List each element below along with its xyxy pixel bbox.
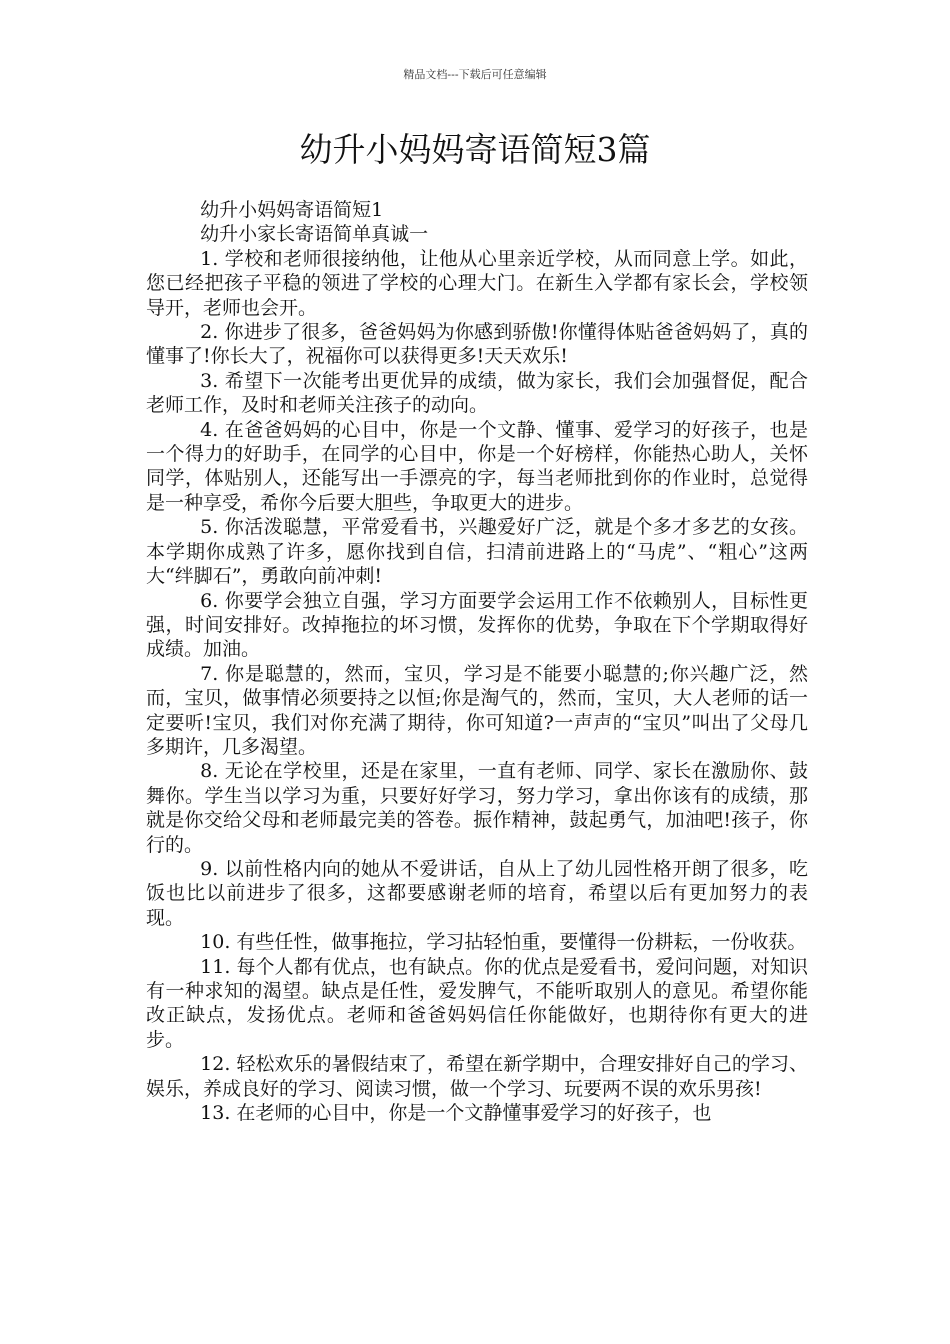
paragraph-1: 1. 学校和老师很接纳他，让他从心里亲近学校，从而同意上学。如此，您已经把孩子平稳的领进了学校的心理大门。在新生入学都有家长会，学校领导开，老师也会开。 (146, 247, 808, 319)
paragraph-9: 9. 以前性格内向的她从不爱讲话，自从上了幼儿园性格开朗了很多，吃饭也比以前进步了很多，这都要感谢老师的培育，希望以后有更加努力的表现。 (146, 857, 808, 929)
document-title: 幼升小妈妈寄语简短3篇 (299, 130, 651, 169)
page-header-note: 精品文档---下载后可任意编辑 (403, 68, 547, 81)
document-body (146, 198, 808, 1125)
paragraph-5: 5. 你活泼聪慧，平常爱看书，兴趣爱好广泛，就是个多才多艺的女孩。本学期你成熟了许多，愿你找到自信，扫清前进路上的“马虎”、“粗心”这两大“绊脚石”，勇敢向前冲刺! (146, 516, 808, 588)
paragraph-12: 12. 轻松欢乐的暑假结束了，希望在新学期中，合理安排好自己的学习、娱乐，养成良好的学习、阅读习惯，做一个学习、玩要两不误的欢乐男孩! (146, 1053, 808, 1100)
paragraph-8: 8. 无论在学校里，还是在家里，一直有老师、同学、家长在激励你、鼓舞你。学生当以学习为重，只要好好学习，努力学习，拿出你该有的成绩，那就是你交给父母和老师最完美的答卷。振作精神，鼓起勇气，加油吧!孩子，你行的。 (146, 760, 808, 856)
paragraph-3: 3. 希望下一次能考出更优异的成绩，做为家长，我们会加强督促，配合老师工作，及时和老师关注孩子的动向。 (146, 369, 808, 417)
paragraph-4: 4. 在爸爸妈妈的心目中，你是一个文静、懂事、爱学习的好孩子，也是一个得力的好助手，在同学的心目中，你是一个好榜样，你能热心助人，关怀同学，体贴别人，还能写出一手漂亮的字，每当老师批到你的作业时，总觉得是一种享受，希你今后要大胆些，争取更大的进步。 (146, 418, 808, 514)
section-title: 幼升小妈妈寄语简短1 (200, 199, 384, 221)
paragraph-6: 6. 你要学会独立自强，学习方面要学会运用工作不依赖别人，目标性更强，时间安排好。改掉拖拉的坏习惯，发挥你的优势，争取在下个学期取得好成绩。加油。 (146, 589, 808, 661)
section-subtitle: 幼升小家长寄语简单真诚一 (200, 223, 429, 246)
paragraph-11: 11. 每个人都有优点，也有缺点。你的优点是爱看书，爱问问题，对知识有一种求知的渴望。缺点是任性，爱发脾气，不能听取别人的意见。希望你能改正缺点，发扬优点。老师和爸爸妈妈信任你能做好，也期待你有更大的进步。 (146, 955, 808, 1051)
paragraph-2: 2. 你进步了很多，爸爸妈妈为你感到骄傲!你懂得体贴爸爸妈妈了，真的懂事了!你长大了，祝福你可以获得更多!天天欢乐! (146, 321, 808, 368)
paragraph-7: 7. 你是聪慧的，然而，宝贝，学习是不能要小聪慧的;你兴趣广泛，然而，宝贝，做事情必须要持之以恒;你是淘气的，然而，宝贝，大人老师的话一定要听!宝贝，我们对你充满了期待，你可知道?一声声的“宝贝”叫出了父母几多期许，几多渴望。 (146, 662, 808, 758)
paragraph-10: 10. 有些任性，做事拖拉，学习拈轻怕重，要懂得一份耕耘，一份收获。 (200, 931, 807, 954)
paragraph-13: 13. 在老师的心目中，你是一个文静懂事爱学习的好孩子，也 (200, 1102, 712, 1125)
